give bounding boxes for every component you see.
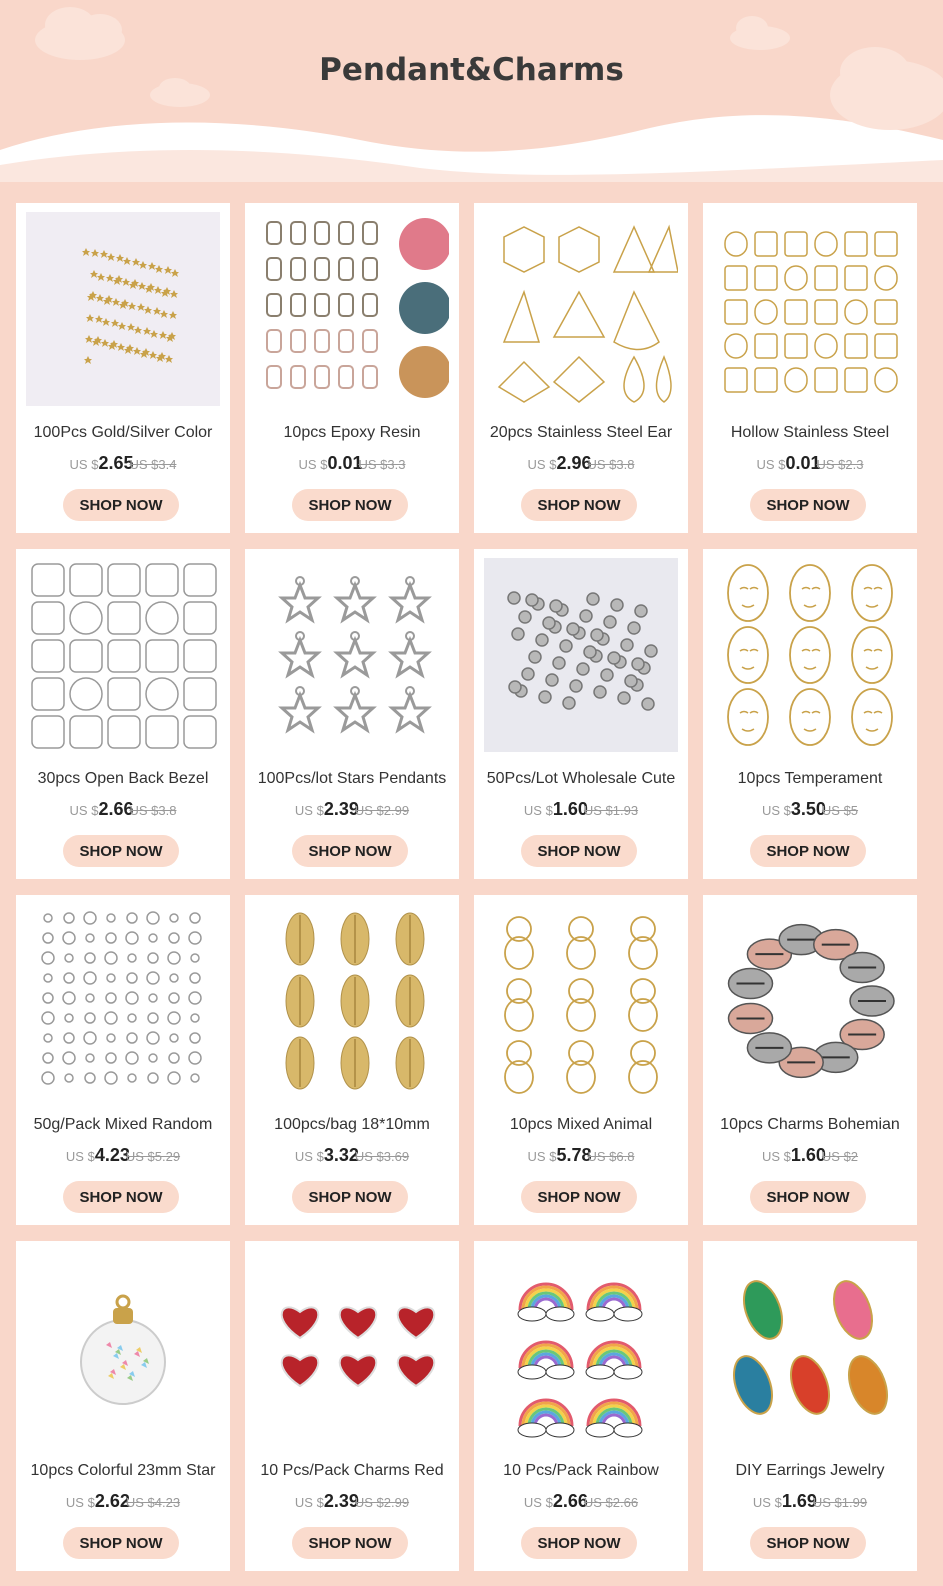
current-price: 1.60 (790, 1145, 826, 1165)
currency-label: US $ (527, 1149, 557, 1164)
current-price: 1.60 (552, 799, 588, 819)
current-price: 2.62 (94, 1491, 130, 1511)
product-price (703, 1145, 917, 1166)
product-card[interactable] (245, 203, 459, 533)
currency-label: US $ (294, 1149, 324, 1164)
original-price: US $2.99 (354, 1495, 410, 1510)
product-name[interactable]: 50g/Pack Mixed Random (33, 1116, 213, 1133)
face-outline-icon[interactable] (713, 558, 907, 752)
gold-star-confetti-icon[interactable] (26, 212, 220, 406)
product-card[interactable] (474, 549, 688, 879)
product-name[interactable]: 50Pcs/Lot Wholesale Cute (486, 770, 676, 787)
shop-now-button[interactable]: SHOP NOW (521, 489, 637, 521)
current-price: 2.65 (98, 453, 134, 473)
currency-label: US $ (523, 1495, 553, 1510)
product-card[interactable] (474, 203, 688, 533)
original-price: US $6.8 (587, 1149, 635, 1164)
current-price: 5.78 (556, 1145, 592, 1165)
product-name[interactable]: 10 Pcs/Pack Charms Red (260, 1462, 444, 1479)
product-name[interactable]: 10 Pcs/Pack Rainbow (503, 1462, 659, 1479)
product-name[interactable]: 100Pcs/lot Stars Pendants (257, 770, 447, 787)
product-card[interactable] (474, 895, 688, 1225)
animal-frames-icon[interactable] (484, 904, 678, 1098)
original-price: US $5.29 (125, 1149, 181, 1164)
mixed-charms-icon[interactable] (26, 904, 220, 1098)
currency-label: US $ (69, 457, 99, 472)
shop-now-button[interactable]: SHOP NOW (750, 835, 866, 867)
bezel-frames-icon[interactable] (26, 558, 220, 752)
original-price: US $3.8 (129, 803, 177, 818)
product-name[interactable]: 10pcs Mixed Animal (509, 1116, 653, 1133)
current-price: 3.50 (790, 799, 826, 819)
currency-label: US $ (761, 803, 791, 818)
product-name[interactable]: 10pcs Colorful 23mm Star (30, 1462, 216, 1479)
product-price (703, 799, 917, 820)
product-name[interactable]: 10pcs Temperament (737, 770, 883, 787)
product-name[interactable]: 20pcs Stainless Steel Ear (489, 424, 673, 441)
shop-now-button[interactable]: SHOP NOW (292, 489, 408, 521)
original-price: US $3.69 (354, 1149, 410, 1164)
current-price: 2.39 (323, 1491, 359, 1511)
product-name[interactable]: 100pcs/bag 18*10mm (274, 1116, 430, 1133)
product-card[interactable] (703, 203, 917, 533)
currency-label: US $ (523, 803, 553, 818)
enamel-leaf-icon[interactable] (713, 1250, 907, 1444)
shop-now-button[interactable]: SHOP NOW (750, 1181, 866, 1213)
current-price: 1.69 (781, 1491, 817, 1511)
original-price: US $4.23 (125, 1495, 181, 1510)
shop-now-button[interactable]: SHOP NOW (63, 489, 179, 521)
shop-now-button[interactable]: SHOP NOW (292, 835, 408, 867)
current-price: 2.39 (323, 799, 359, 819)
current-price: 2.96 (556, 453, 592, 473)
original-price: US $3.8 (587, 457, 635, 472)
product-price (474, 453, 688, 474)
product-name[interactable]: 30pcs Open Back Bezel (37, 770, 209, 787)
silver-charms-icon[interactable] (484, 558, 678, 752)
original-price: US $1.99 (812, 1495, 868, 1510)
product-card[interactable] (245, 895, 459, 1225)
shop-now-button[interactable]: SHOP NOW (521, 1527, 637, 1559)
currency-label: US $ (69, 803, 99, 818)
currency-label: US $ (752, 1495, 782, 1510)
original-price: US $5 (821, 803, 859, 818)
current-price: 2.66 (98, 799, 134, 819)
shop-now-button[interactable]: SHOP NOW (521, 835, 637, 867)
currency-label: US $ (65, 1149, 95, 1164)
product-price (16, 799, 230, 820)
shop-now-button[interactable]: SHOP NOW (292, 1527, 408, 1559)
current-price: 2.66 (552, 1491, 588, 1511)
product-price (245, 453, 459, 474)
product-card[interactable] (16, 895, 230, 1225)
product-price (16, 1491, 230, 1512)
product-name[interactable]: 10pcs Charms Bohemian (720, 1116, 900, 1133)
product-card[interactable] (703, 1241, 917, 1571)
shop-now-button[interactable]: SHOP NOW (750, 489, 866, 521)
original-price: US $2.99 (354, 803, 410, 818)
product-price (474, 799, 688, 820)
currency-label: US $ (294, 1495, 324, 1510)
cloud-banner-icon (0, 0, 943, 182)
shop-now-button[interactable]: SHOP NOW (63, 1181, 179, 1213)
hollow-frames-icon[interactable] (713, 212, 907, 406)
red-heart-icon[interactable] (255, 1250, 449, 1444)
rainbow-icon[interactable] (484, 1250, 678, 1444)
currency-label: US $ (527, 457, 557, 472)
shop-now-button[interactable]: SHOP NOW (292, 1181, 408, 1213)
shop-now-button[interactable]: SHOP NOW (63, 1527, 179, 1559)
currency-label: US $ (756, 457, 786, 472)
current-price: 4.23 (94, 1145, 130, 1165)
original-price: US $1.93 (583, 803, 639, 818)
product-card[interactable] (703, 895, 917, 1225)
product-card[interactable] (16, 1241, 230, 1571)
product-price (703, 453, 917, 474)
product-name[interactable]: Hollow Stainless Steel (730, 424, 890, 441)
product-card[interactable] (245, 1241, 459, 1571)
glass-globe-icon[interactable] (26, 1250, 220, 1444)
current-price: 0.01 (327, 453, 363, 473)
original-price: US $3.3 (358, 457, 406, 472)
product-price (16, 453, 230, 474)
currency-label: US $ (298, 457, 328, 472)
product-price (703, 1491, 917, 1512)
shop-now-button[interactable]: SHOP NOW (750, 1527, 866, 1559)
original-price: US $2.3 (816, 457, 864, 472)
product-card[interactable] (245, 549, 459, 879)
product-card[interactable] (16, 549, 230, 879)
page-header (0, 0, 943, 182)
shop-now-button[interactable]: SHOP NOW (521, 1181, 637, 1213)
product-name[interactable]: DIY Earrings Jewelry (735, 1462, 885, 1479)
gold-leaf-icon[interactable] (255, 904, 449, 1098)
resin-frames-icon[interactable] (255, 212, 449, 406)
currency-label: US $ (65, 1495, 95, 1510)
original-price: US $2.66 (583, 1495, 639, 1510)
product-price (245, 1145, 459, 1166)
product-name[interactable]: 10pcs Epoxy Resin (283, 424, 421, 441)
product-card[interactable] (16, 203, 230, 533)
currency-label: US $ (761, 1149, 791, 1164)
currency-label: US $ (294, 803, 324, 818)
product-card[interactable] (703, 549, 917, 879)
original-price: US $2 (821, 1149, 859, 1164)
original-price: US $3.4 (129, 457, 177, 472)
current-price: 3.32 (323, 1145, 359, 1165)
product-price (474, 1145, 688, 1166)
product-card[interactable] (474, 1241, 688, 1571)
page-title: Pendant&Charms (319, 52, 624, 88)
product-price (245, 1491, 459, 1512)
product-price (245, 799, 459, 820)
shell-charms-icon[interactable] (713, 904, 907, 1098)
wire-frames-icon[interactable] (484, 212, 678, 406)
product-name[interactable]: 100Pcs Gold/Silver Color (33, 424, 213, 441)
shop-now-button[interactable]: SHOP NOW (63, 835, 179, 867)
product-price (16, 1145, 230, 1166)
current-price: 0.01 (785, 453, 821, 473)
star-pendants-icon[interactable] (255, 558, 449, 752)
product-price (474, 1491, 688, 1512)
